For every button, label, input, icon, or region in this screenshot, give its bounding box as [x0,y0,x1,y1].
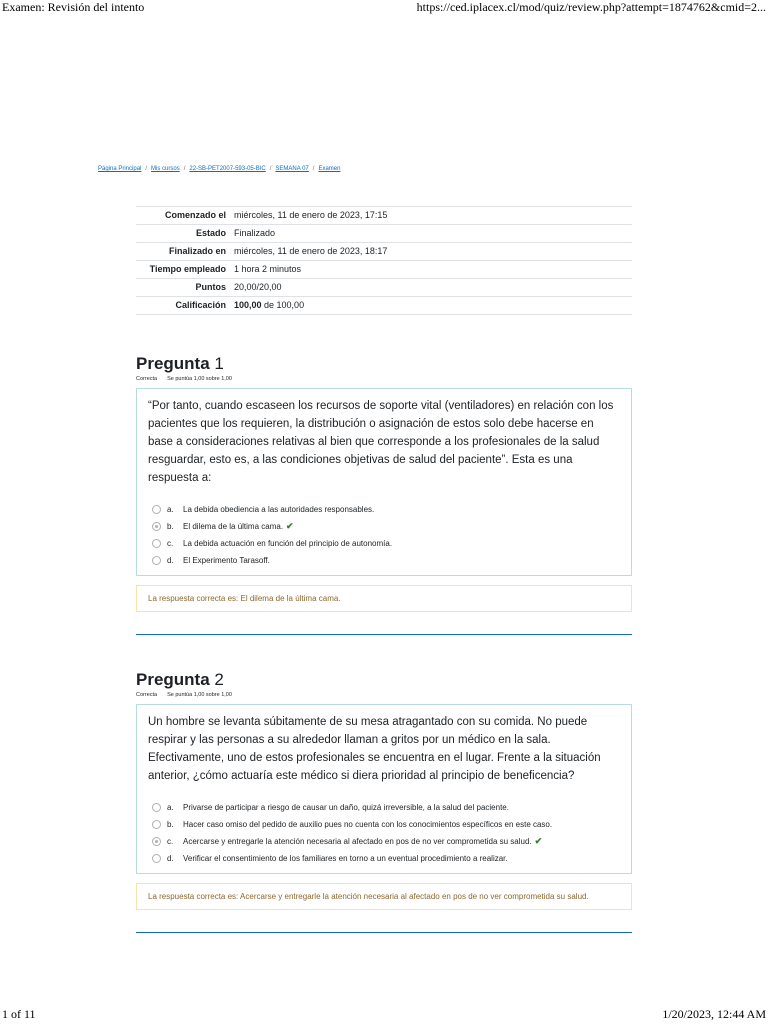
answer-letter: a. [167,505,174,514]
question-formulation [136,388,632,576]
radio-icon[interactable] [152,837,161,846]
summary-row-started [136,207,632,225]
print-date: 1/20/2023, 12:44 AM [662,1007,766,1021]
correct-answer-feedback: La respuesta correcta es: El dilema de la última cama. [136,585,632,612]
summary-label: Estado [136,225,230,243]
print-page-title: Examen: Revisión del intento [2,0,145,14]
question-grade: Se puntúa 1,00 sobre 1,00 [167,376,232,382]
answer-text: Privarse de participar a riesgo de causar un daño, quizá irreversible, a la salud del paciente. [183,803,509,812]
answer-option-d[interactable] [148,850,620,867]
answer-text: El dilema de la última cama. [183,522,284,531]
check-icon: ✔ [534,836,543,846]
answer-text: La debida obediencia a las autoridades responsables. [183,505,375,514]
grade-max: de 100,00 [261,300,305,310]
radio-icon[interactable] [152,820,161,829]
question-2 [136,670,632,933]
answer-text: Hacer caso omiso del pedido de auxilio pues no cuenta con los conocimientos específicos en este caso. [183,820,553,829]
page-counter: 1 of 11 [2,1007,36,1021]
answer-letter: d. [167,854,174,863]
print-footer [0,1008,768,1024]
print-page-url: https://ced.iplacex.cl/mod/quiz/review.php?attempt=1874762&cmid=2... [416,0,766,14]
answer-letter: b. [167,522,174,531]
breadcrumb-my-courses[interactable]: Mis cursos [151,166,180,172]
summary-label: Puntos [136,279,230,297]
question-label: Pregunta [136,354,210,373]
answer-list [148,799,620,867]
summary-row-grade [136,297,632,315]
question-text: “Por tanto, cuando escaseen los recursos de soporte vital (ventiladores) en relación con los pacientes que los requieren, la distribución o asignación de estos solo debe hacerse en base a consideraciones relativas al bien que corresponde a los profesionales de la salud resguardar, esto es, a las condiciones objetivas de salud del paciente”. Esta es una respuesta a: [148,400,614,484]
correct-answer-feedback: La respuesta correcta es: Acercarse y entregarle la atención necesaria al afectado en pos de no ver comprometida su salud. [136,883,632,910]
answer-letter: a. [167,803,174,812]
summary-row-time-taken [136,261,632,279]
question-state: Correcta [136,376,158,382]
answer-letter: b. [167,820,174,829]
answer-option-c[interactable] [148,833,620,850]
question-number: 2 [214,670,224,689]
summary-value [230,297,632,315]
question-title [136,670,632,690]
answer-text: La debida actuación en función del principio de autonomía. [183,539,393,548]
question-divider [136,932,632,933]
question-info [136,692,632,698]
question-divider [136,634,632,635]
radio-icon[interactable] [152,505,161,514]
summary-value: miércoles, 11 de enero de 2023, 18:17 [230,243,632,261]
summary-label: Calificación [136,297,230,315]
summary-label: Comenzado el [136,207,230,225]
question-formulation [136,704,632,874]
breadcrumb-exam[interactable]: Examen [318,166,341,172]
radio-icon[interactable] [152,854,161,863]
breadcrumb-separator: / [145,166,148,172]
radio-icon[interactable] [152,522,161,531]
breadcrumb-separator: / [312,166,315,172]
answer-option-a[interactable] [148,799,620,816]
answer-option-b[interactable] [148,816,620,833]
question-text: Un hombre se levanta súbitamente de su mesa atragantado con su comida. No puede respirar y las personas a su alrededor llaman a gritos por un médico en la sala. Efectivamente, uno de estos profesionales se encuentra en el lugar. Frente a la situación anterior, ¿cómo actuaría este médico si diera prioridad al principio de beneficencia? [148,716,601,782]
question-number: 1 [214,354,224,373]
summary-value: 20,00/20,00 [230,279,632,297]
answer-option-b[interactable] [148,518,620,535]
summary-label: Finalizado en [136,243,230,261]
print-header [0,0,768,16]
breadcrumb-separator: / [183,166,186,172]
answer-option-d[interactable] [148,552,620,569]
radio-icon[interactable] [152,556,161,565]
answer-list [148,501,620,569]
breadcrumb-week[interactable]: SEMANA 07 [275,166,309,172]
breadcrumb-course[interactable]: 22-SB-PET2007-593-05-BIC [189,166,266,172]
summary-value: miércoles, 11 de enero de 2023, 17:15 [230,207,632,225]
answer-option-c[interactable] [148,535,620,552]
radio-icon[interactable] [152,803,161,812]
breadcrumb [98,166,340,172]
question-state: Correcta [136,692,158,698]
answer-letter: c. [167,539,174,548]
breadcrumb-separator: / [269,166,272,172]
radio-icon[interactable] [152,539,161,548]
answer-option-a[interactable] [148,501,620,518]
check-icon: ✔ [286,521,294,531]
question-1 [136,354,632,635]
summary-row-finished [136,243,632,261]
answer-text: Acercarse y entregarle la atención necesaria al afectado en pos de no ver comprometida su salud. [183,837,532,846]
attempt-summary-table [136,206,632,315]
answer-letter: c. [167,837,174,846]
question-title [136,354,632,374]
summary-value: Finalizado [230,225,632,243]
summary-value: 1 hora 2 minutos [230,261,632,279]
answer-letter: d. [167,556,174,565]
grade-value: 100,00 [234,300,262,310]
question-info [136,376,632,382]
summary-label: Tiempo empleado [136,261,230,279]
summary-row-points [136,279,632,297]
question-grade: Se puntúa 1,00 sobre 1,00 [167,692,232,698]
summary-row-state [136,225,632,243]
breadcrumb-home[interactable]: Página Principal [98,166,142,172]
question-label: Pregunta [136,670,210,689]
answer-text: Verificar el consentimiento de los familiares en torno a un eventual procedimiento a realizar. [183,854,508,863]
answer-text: El Experimento Tarasoff. [183,556,270,565]
